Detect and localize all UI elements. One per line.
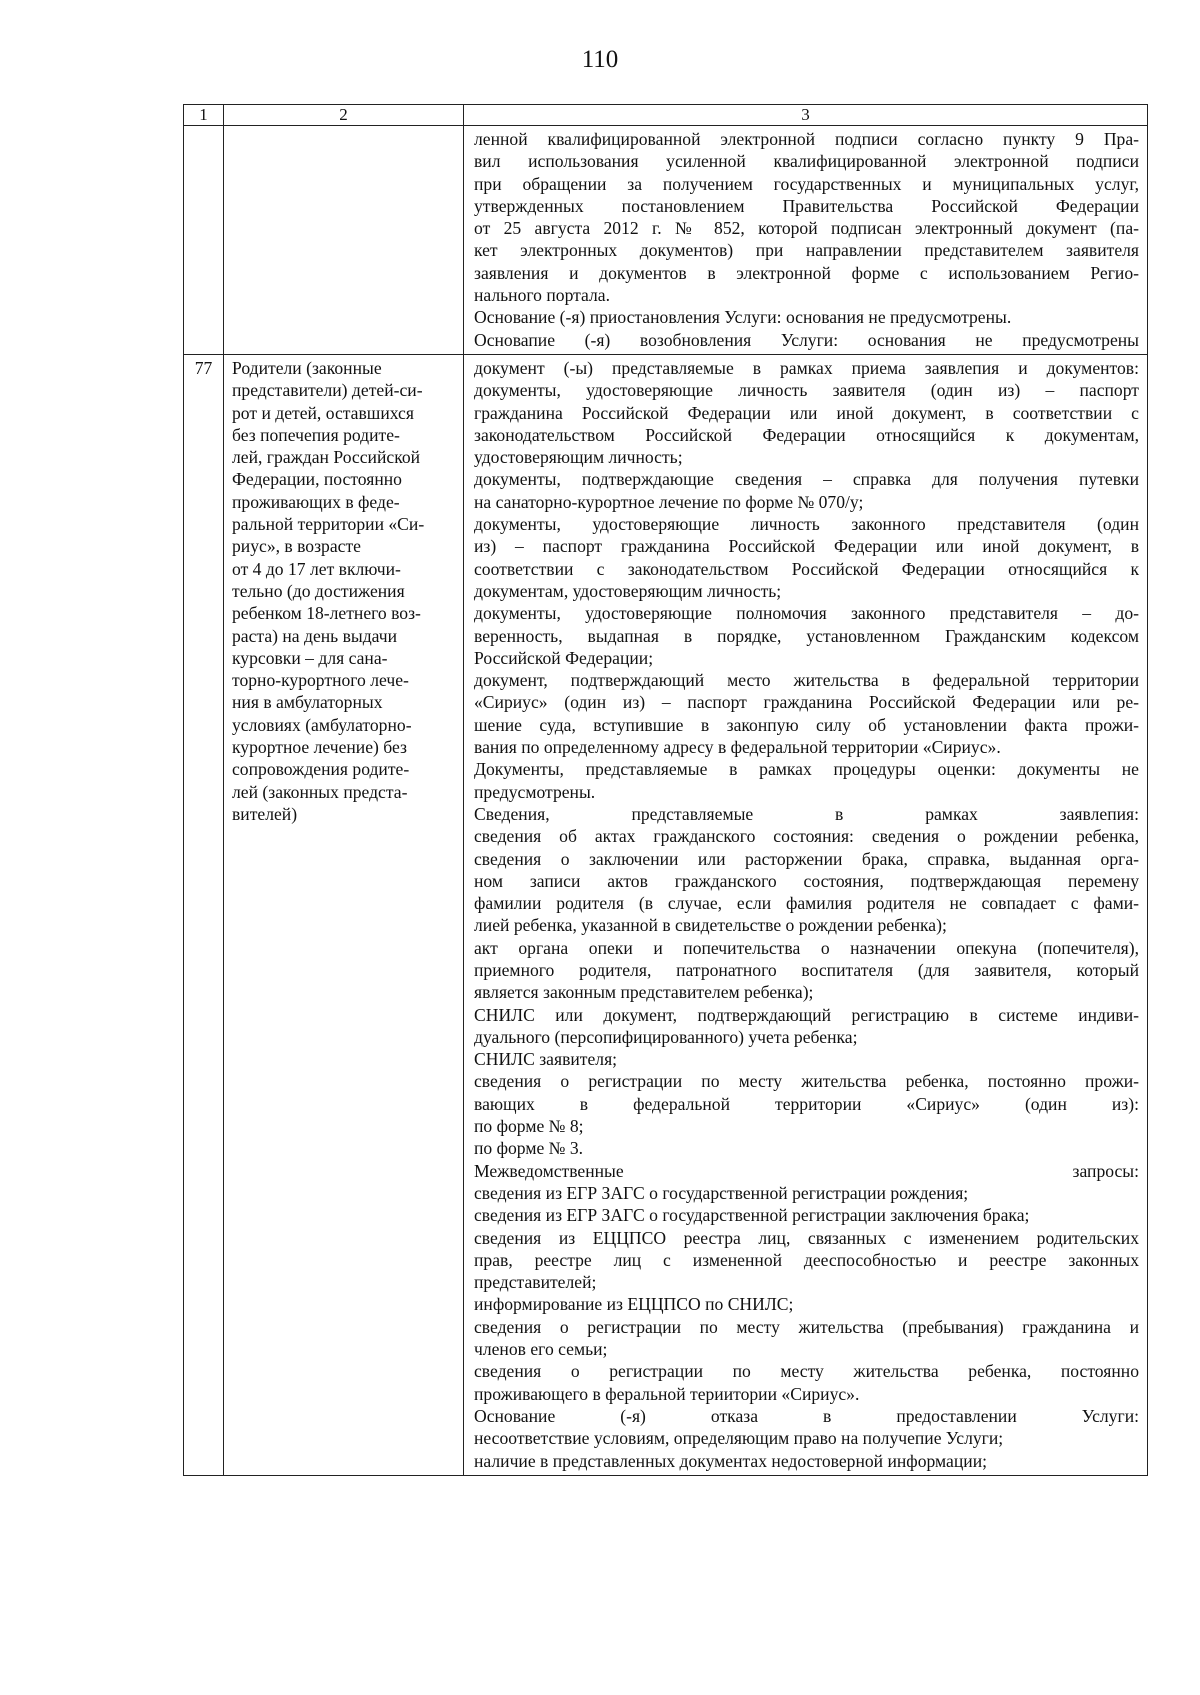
text-line: ленной квалифицированной электронной подписи согласно пункту 9 Пра- — [474, 129, 1139, 149]
text-line: Основапие (-я) возобновления Услуги: основания не предусмотрены — [474, 329, 1139, 350]
text-line: проживающего в феральной териитории «Сириус». — [474, 1383, 860, 1404]
text-line: СНИЛС заявителя; — [474, 1049, 618, 1070]
text-line: сведения из ЕГР ЗАГС о государственной регистрации заключения брака; — [474, 1205, 1030, 1226]
text-line: документы, удостоверяющие личность заявителя (один из) – паспорт — [474, 380, 1139, 401]
text-line: торно-курортного лече- — [232, 670, 409, 691]
text-line: от 25 августа 2012 г. № 852, которой подписан электронный документ (па- — [474, 218, 1139, 239]
text-line: является законным представителем ребенка); — [474, 982, 814, 1003]
text-line: Основание (-я) отказа в предоставлении Услуги: — [474, 1405, 1139, 1426]
text-line: сведения из ЕЦЦПСО реестра лиц, связанных с изменением родительских — [474, 1227, 1139, 1248]
recipient-cell — [224, 126, 464, 355]
text-line: проживающих в феде- — [232, 491, 400, 512]
text-line: ребенком 18-летнего воз- — [232, 603, 421, 624]
text-line: сведения о регистрации по месту жительства (пребывания) гражданина и — [474, 1316, 1139, 1337]
text-line: документы, подтверждающие сведения – справка для получения путевки — [474, 469, 1139, 490]
text-line: документы, удостоверяющие личность законного представителя (один — [474, 514, 1139, 535]
text-line: ральной территории «Си- — [232, 514, 425, 535]
table-header-row — [184, 105, 1148, 126]
text-line: тельно (до достижения — [232, 580, 405, 601]
text-line: документ, подтверждающий место жительства в федеральной территории — [474, 670, 1139, 691]
header-col-2: 2 — [224, 105, 464, 126]
text-line: сведения о заключении или расторжении брака, справка, выданная орга- — [474, 848, 1139, 869]
text-line: дуального (персопифицированного) учета ребенка; — [474, 1026, 858, 1047]
text-line: шение суда, вступившие в законпую силу об установлении факта прожи- — [474, 714, 1139, 735]
text-line: сведения о регистрации по месту жительства ребенка, постоянно прожи- — [474, 1071, 1139, 1092]
text-line: курсовки – для сана- — [232, 647, 388, 668]
text-line: вителей) — [232, 803, 298, 824]
text-line: предусмотрены. — [474, 781, 596, 802]
text-line: сведения о регистрации по месту жительства ребенка, постоянно — [474, 1361, 1139, 1382]
text-line: акт органа опеки и попечительства о назначении опекуна (попечителя), — [474, 937, 1139, 958]
text-line: Родители (законные — [232, 357, 382, 378]
requirements-cell — [464, 126, 1148, 355]
text-line: документам, удостоверяющим личность; — [474, 580, 782, 601]
text-line: вил использования усиленной квалифицированной электронной подписи — [474, 151, 1139, 172]
text-line: Документы, представляемые в рамках процедуры оценки: документы не — [474, 759, 1139, 780]
text-line: Межведомственные запросы: — [474, 1160, 1139, 1181]
text-line: вающих в федеральной территории «Сириус» (один из): — [474, 1093, 1139, 1114]
text-line: Сведения, представляемые в рамках заявлепия: — [474, 803, 1139, 824]
text-line: удостоверяющим личность; — [474, 447, 683, 468]
text-line: раста) на день выдачи — [232, 625, 398, 646]
text-line: соответствии с законодательством Российской Федерации относящийся к — [474, 558, 1139, 579]
text-line: кет электронных документов) при направлении представителем заявителя — [474, 240, 1139, 261]
text-line: рот и детей, оставшихся — [232, 402, 414, 423]
text-line: заявления и документов в электронной форме с использованием Регио- — [474, 262, 1139, 283]
text-line: по форме № 3. — [474, 1138, 584, 1159]
text-line: фамилии родителя (в случае, если фамилия родителя не совпадает с фами- — [474, 893, 1139, 914]
text-line: без попечепия родите- — [232, 424, 400, 445]
text-line: наличие в представленных документах недостоверной информации; — [474, 1450, 987, 1471]
text-line: приемного родителя, патронатного воспитателя (для заявителя, который — [474, 959, 1139, 980]
text-line: информирование из ЕЦЦПСО по СНИЛС; — [474, 1294, 794, 1315]
text-line: документы, удостоверяющие полномочия законного представителя – до- — [474, 603, 1139, 624]
text-line: условиях (амбулаторно- — [232, 714, 412, 735]
row-number-cell — [184, 126, 224, 355]
text-line: ном записи актов гражданского состояния, подтверждающая перемену — [474, 870, 1139, 891]
text-line: прав, реестре лиц с измененной дееспособностью и реестре законных — [474, 1249, 1139, 1270]
text-line: веренность, выдапная в порядке, установленном Гражданским кодексом — [474, 625, 1139, 646]
requirements-cell — [464, 354, 1148, 1475]
text-line: Федерации, постоянно — [232, 469, 402, 490]
services-table — [183, 104, 1148, 1476]
table-row-77 — [184, 354, 1148, 1475]
page-number: 110 — [581, 46, 619, 73]
text-line: риус», в возрасте — [232, 536, 361, 557]
text-line: лей, граждан Российской — [232, 447, 421, 468]
text-line: сведения из ЕГР ЗАГС о государственной регистрации рождения; — [474, 1182, 969, 1203]
text-line: гражданина Российской Федерации или иной документ, в соответствии с — [474, 402, 1139, 423]
text-line: представители) детей-си- — [232, 380, 423, 401]
text-line: утвержденных постановлением Правительства Российской Федерации — [474, 195, 1139, 216]
text-line: вания по определенному адресу в федеральной территории «Сириус». — [474, 737, 1001, 758]
text-line: законодательством Российской Федерации относящийся к документам, — [474, 424, 1139, 445]
text-line: лией ребенка, указанной в свидетельстве о рождении ребенка); — [474, 915, 947, 936]
text-line: Основание (-я) приостановления Услуги: основания не предусмотрены. — [474, 307, 1012, 328]
header-col-3: 3 — [464, 105, 1148, 126]
text-line: СНИЛС или документ, подтверждающий регистрацию в системе индиви- — [474, 1004, 1139, 1025]
text-line: документ (-ы) представляемые в рамках приема заявлепия и документов: — [474, 357, 1139, 378]
text-line: по форме № 8; — [474, 1116, 584, 1137]
recipient-cell — [224, 354, 464, 1475]
header-col-1: 1 — [184, 105, 224, 126]
text-line: несоответствие условиям, определяющим право на получепие Услуги; — [474, 1428, 1004, 1449]
text-line: лей (законных предста- — [232, 781, 408, 802]
text-line: сопровождения родите- — [232, 759, 410, 780]
text-line: членов его семьи; — [474, 1339, 608, 1360]
text-line: из) – паспорт гражданина Российской Федерации или иной документ, в — [474, 536, 1139, 557]
text-line: от 4 до 17 лет включи- — [232, 558, 401, 579]
table-row-continuation — [184, 126, 1148, 355]
text-line: при обращении за получением государственных и муниципальных услуг, — [474, 173, 1139, 194]
text-line: сведения об актах гражданского состояния: сведения о рождении ребенка, — [474, 826, 1139, 847]
text-line: курортное лечение) без — [232, 737, 407, 758]
text-line: представителей; — [474, 1272, 597, 1293]
text-line: на санаторно-курортное лечение по форме № 070/у; — [474, 491, 864, 512]
text-line: нального портала. — [474, 285, 610, 306]
text-line: Российской Федерации; — [474, 647, 654, 668]
row-number-cell: 77 — [184, 354, 224, 1475]
text-line: ния в амбулаторных — [232, 692, 383, 713]
text-line: «Сириус» (один из) – паспорт гражданина Российской Федерации или ре- — [474, 692, 1139, 713]
